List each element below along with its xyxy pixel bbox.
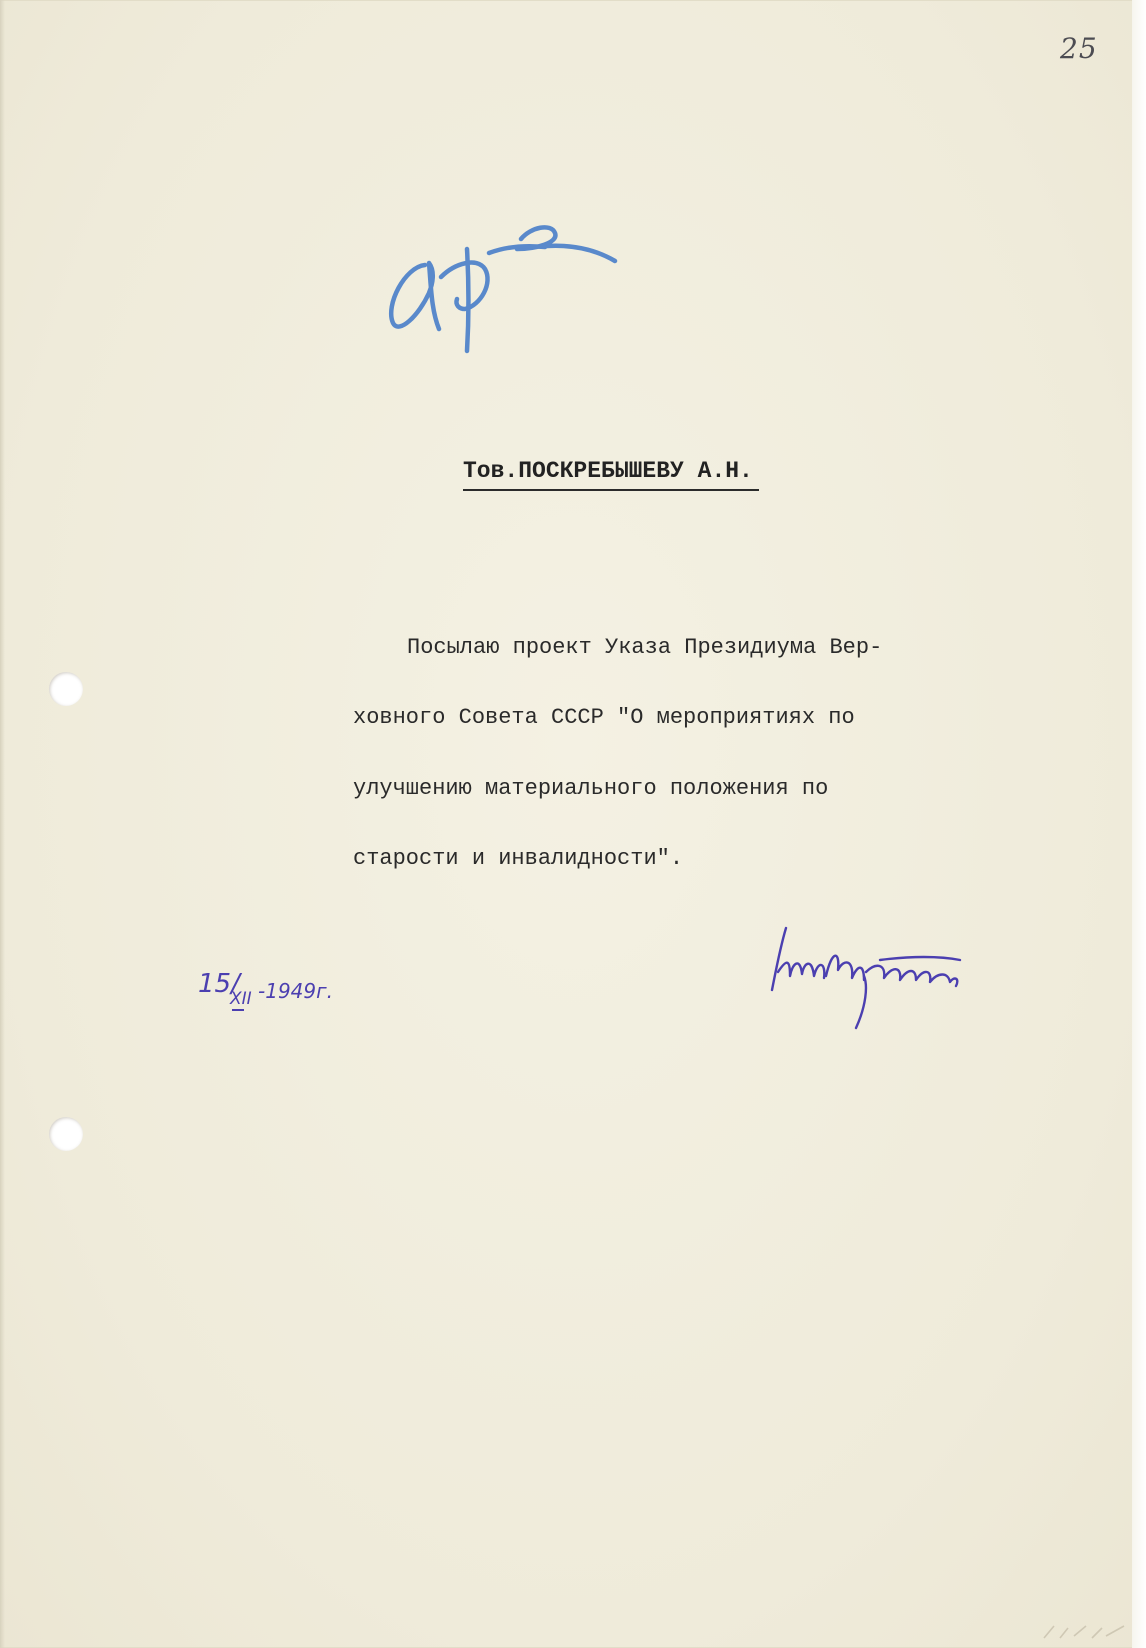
date-year: -1949г. <box>258 979 333 1003</box>
date-day: 15/ <box>198 969 240 999</box>
punch-hole-bottom <box>49 1117 83 1151</box>
body-line-2: ховного Совета СССР "О мероприятиях по <box>353 705 855 730</box>
body-line-4: старости и инвалидности". <box>353 846 684 871</box>
signature-text: Шверник <box>760 920 764 921</box>
addressee-underline <box>463 489 759 491</box>
addressee-line: Тов.ПОСКРЕБЫШЕВУ А.Н. <box>463 458 753 484</box>
handwritten-date <box>198 958 358 1018</box>
signature <box>760 920 1000 1040</box>
body-line-3: улучшению материального положения по <box>353 776 829 801</box>
faint-archive-stamp <box>1040 1620 1130 1644</box>
body-line-1: Посылаю проект Указа Президиума Вер- <box>407 635 883 660</box>
page-shadow-left <box>0 0 5 1648</box>
page-edge-right <box>1132 0 1146 1648</box>
pencil-archive-mark <box>385 205 655 385</box>
punch-hole-top <box>49 672 83 706</box>
page-number: 25 <box>1060 32 1098 65</box>
date-month: XII <box>230 989 252 1009</box>
